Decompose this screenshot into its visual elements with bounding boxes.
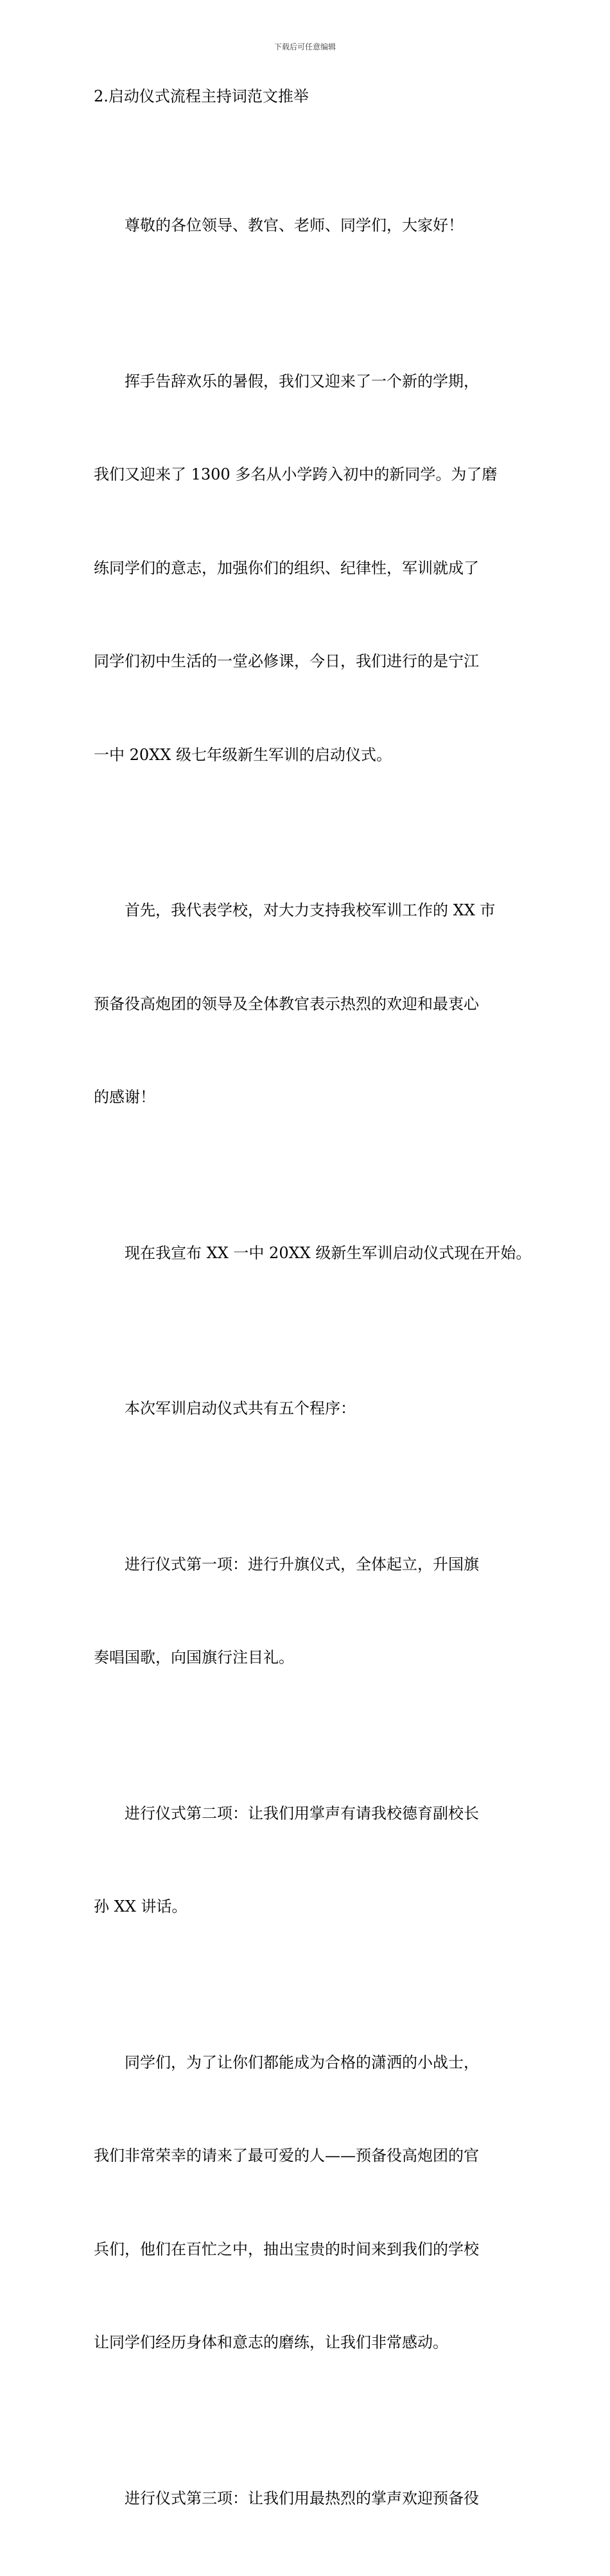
- text-line: 同学们初中生活的一堂必修课，今日，我们进行的是宁江: [94, 646, 521, 677]
- text-line: 奏唱国歌，向国旗行注目礼。: [94, 1642, 521, 1673]
- text-line: 进行仪式第三项：让我们用最热烈的掌声欢迎预备役: [94, 2483, 521, 2514]
- paragraph-announcement: [94, 1175, 521, 1331]
- text-line: 兵们，他们在百忙之中，抽出宝贵的时间来到我们的学校: [94, 2234, 521, 2265]
- text-line: 进行仪式第一项：进行升旗仪式，全体起立，升国旗: [94, 1549, 521, 1580]
- paragraph-item-one: [94, 1487, 521, 1736]
- document-title: 2.启动仪式流程主持词范文推举: [94, 85, 309, 108]
- paragraph-students: [94, 1985, 521, 2421]
- text-line: 首先，我代表学校，对大力支持我校军训工作的 XX 市: [94, 895, 521, 926]
- text-line: 让同学们经历身体和意志的磨练，让我们非常感动。: [94, 2327, 521, 2358]
- text-line: 本次军训启动仪式共有五个程序：: [94, 1393, 521, 1424]
- document-body: [94, 148, 521, 2576]
- paragraph-thanks: [94, 833, 521, 1175]
- text-line: 的感谢！: [94, 1082, 521, 1113]
- page-header: 下载后可任意编辑: [0, 41, 610, 52]
- text-line: 练同学们的意志，加强你们的组织、纪律性，军训就成了: [94, 553, 521, 584]
- text-line: 我们又迎来了 1300 多名从小学跨入初中的新同学。为了磨: [94, 459, 521, 490]
- text-line: 一中 20XX 级七年级新生军训的启动仪式。: [94, 739, 521, 771]
- text-line: 预备役高炮团的领导及全体教官表示热烈的欢迎和最衷心: [94, 989, 521, 1020]
- text-line: 我们非常荣幸的请来了最可爱的人——预备役高炮团的官: [94, 2140, 521, 2172]
- text-line: 进行仪式第二项：让我们用掌声有请我校德育副校长: [94, 1798, 521, 1829]
- paragraph-item-two: [94, 1736, 521, 1985]
- text-line: 孙 XX 讲话。: [94, 1891, 521, 1923]
- text-line: 同学们，为了让你们都能成为合格的潇洒的小战士，: [94, 2047, 521, 2079]
- text-line: 挥手告辞欢乐的暑假，我们又迎来了一个新的学期，: [94, 366, 521, 397]
- paragraph-intro: [94, 304, 521, 833]
- text-line: 尊敬的各位领导、教官、老师、同学们，大家好！: [94, 210, 521, 241]
- paragraph-greeting: [94, 148, 521, 304]
- paragraph-program-count: [94, 1331, 521, 1487]
- text-line: 现在我宣布 XX 一中 20XX 级新生军训启动仪式现在开始。: [94, 1238, 521, 1269]
- paragraph-item-three: [94, 2421, 521, 2576]
